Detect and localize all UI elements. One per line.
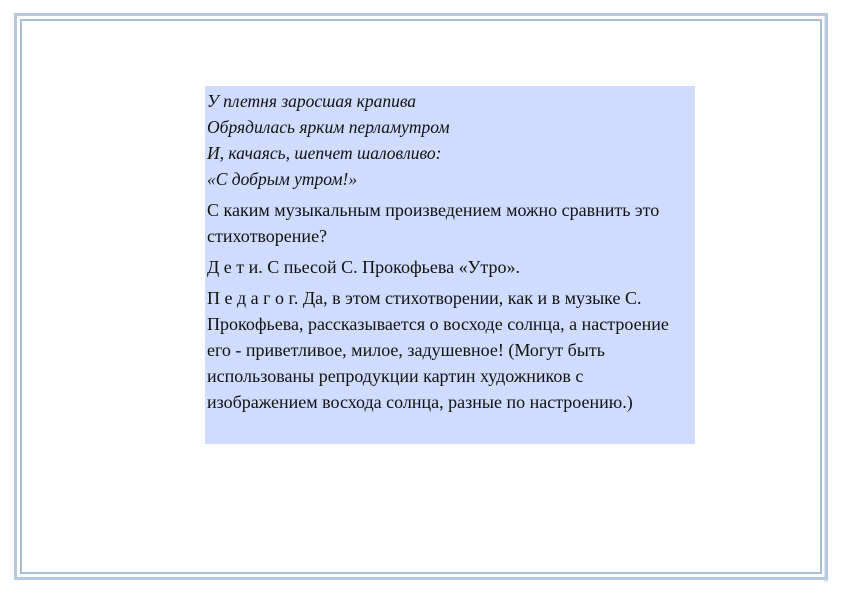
poem-line: У плетня заросшая крапива — [207, 91, 417, 111]
poem-line: И, качаясь, шепчет шаловливо: — [207, 143, 442, 163]
poem-line: «С добрым утром!» — [207, 169, 358, 189]
children-answer-paragraph: Д е т и. С пьесой С. Прокофьева «Утро». — [207, 257, 520, 277]
text-box — [205, 86, 695, 444]
question-paragraph: С каким музыкальным произведением можно сравнить это стихотворение? — [207, 200, 660, 246]
poem-line: Обрядилась ярким перламутром — [207, 117, 450, 137]
teacher-answer-paragraph: П е д а г о г. Да, в этом стихотворении, как и в музыке С. Прокофьева, рассказывается о восходе солнца, а настроение его - приветливое, милое, задушевное! (Могут быть использованы репродукции картин художников с изображением восхода солнца, разные по настроению.) — [207, 288, 669, 412]
poem — [207, 88, 695, 192]
